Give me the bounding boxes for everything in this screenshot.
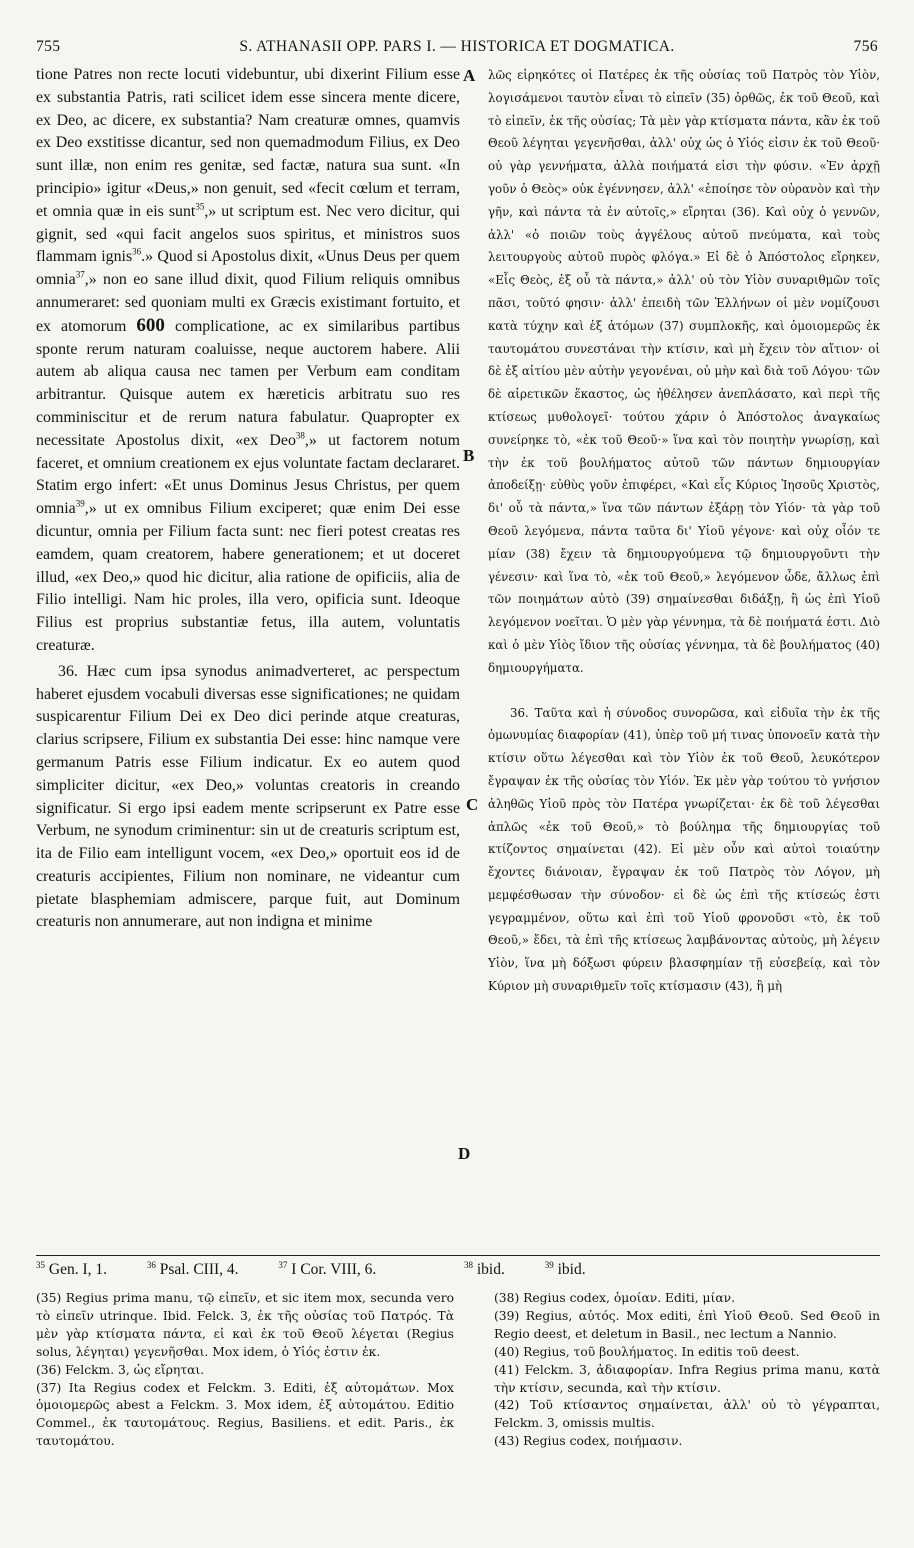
margin-marker-b: B — [463, 446, 475, 465]
margin-marker-c: C — [466, 795, 479, 814]
latin-paragraph-36: 36. Hæc cum ipsa synodus animadverteret, ac perspectum haberet ejusdem vocabuli diversas esse significationes; ne quidam suspicarentur Filium Dei ex Deo dici perinde atque creaturas, clarius scripsere, Filium ex substantia Dei esse: hinc namque vere germanum Patris esse Filium indicatur. Ex eo autem quod simpliciter dicitur, «ex Deo,» voluntas creatoris in creando significatur. Si ergo ipsi eadem mente scripserunt ex Patre esse Verbum, ne synodum criminentur: sin ut de creaturis scriptum est, ita de Filio eam intelligunt vocem, «ex Deo,» oportuit eos id de creaturis accipientes, Filium non nominare, ne videantur cum pietate blasphemiam admiscere, parque fuit, aut Dominum creaturis non annumerare, aut non indigna et minime — [36, 662, 460, 931]
note-40: (40) Regius, τοῦ βουλήματος. In editis τοῦ deest. — [494, 1344, 800, 1359]
margin-marker-d: D — [458, 1144, 471, 1163]
bib-ref-39: $^{39}$ ibid. — [544, 1259, 586, 1278]
note-42: (42) Τοῦ κτίσαντος σημαίνεται, ἀλλ' οὐ τὸ γέγραπται, Felckm. 3, omissis multis. — [494, 1398, 880, 1431]
note-37: (37) Ita Regius codex et Felckm. 3. Editi, ἐξ αὐτομάτων. Mox ὁμοιομερῶς abest a Felckm. 3. Mox idem, ἐξ αὐτομάτου. Editio Commel., ἐκ ταυτομάτους. Regius, Basiliens. et edit. Paris., ἐκ ταυτομάτου. — [36, 1380, 454, 1449]
bible-ref-38: 38 — [295, 430, 305, 441]
running-title: S. ATHANASII OPP. PARS I. — HISTORICA ET DOGMATICA. — [239, 38, 675, 55]
notes-right-column — [494, 1290, 880, 1451]
bib-refs-right — [464, 1261, 622, 1279]
bible-ref-39: 39 — [75, 498, 85, 509]
margin-marker-a: A — [463, 66, 476, 85]
bible-ref-35: 35 — [195, 201, 205, 212]
bible-ref-37: 37 — [75, 269, 85, 280]
notes-left-column — [36, 1290, 454, 1451]
page-number-left: 755 — [36, 38, 61, 55]
note-43: (43) Regius codex, ποιήμασιν. — [494, 1434, 683, 1449]
bible-ref-36: 36 — [132, 247, 142, 258]
bib-ref-36: $^{36}$ Psal. CIII, 4. — [146, 1259, 239, 1278]
note-36: (36) Felckm. 3, ὡς εἴρηται. — [36, 1362, 205, 1377]
greek-column — [488, 64, 880, 998]
note-41: (41) Felckm. 3, ἀδιαφορίαν. Infra Regius prima manu, κατὰ τὴν κτίσιν, secunda, καὶ τὴν κτίσιν. — [494, 1362, 880, 1395]
page-number-right: 756 — [853, 38, 878, 55]
page-mark-600: 600 — [136, 314, 165, 336]
bible-references — [36, 1261, 880, 1279]
note-35: (35) Regius prima manu, τῷ εἰπεῖν, et sic item mox, secunda vero τὸ εἰπεῖν utrinque. Ibid. Felck. 3, ἐκ τῆς οὐσίας τοῦ Πατρός. Τὰ μὲν γὰρ κτίσματα πάντα, εἰ καὶ ἐκ τοῦ Θεοῦ λέγεται (Regius solus, λέγηται) γεγενῆσθαι. Mox idem, ὁ Υἱός ἐστιν ἐκ. — [36, 1291, 454, 1359]
greek-paragraph-1: λῶς εἰρηκότες οἱ Πατέρες ἐκ τῆς οὐσίας τοῦ Πατρὸς τὸν Υἱὸν, λογισάμενοι ταυτὸν εἶναι τὸ εἰπεῖν (35) ὀρθῶς, ἐκ τοῦ Θεοῦ, καὶ τὸ εἰπεῖν, ἐκ τῆς οὐσίας; Τὰ μὲν γὰρ κτίσματα πάντα, κἂν ἐκ τοῦ Θεοῦ λέγηται γεγενῆσθαι, ἀλλ' οὐχ ὡς ὁ Υἱός εἰσιν ἐκ τοῦ Θεοῦ· οὐ γὰρ γεννήματα, ἀλλὰ ποιήματά εἰσι τὴν φύσιν. «Ἐν ἀρχῇ γοῦν ὁ Θεὸς» οὐκ ἐγέννησεν, ἀλλ' «ἐποίησε τὸν οὐρανὸν καὶ τὴν γῆν, καὶ πάντα τὰ ἐν αὐτοῖς,» εἴρηται (36). Καὶ οὐχ ὁ γεννῶν, ἀλλ' «ὁ ποιῶν τοὺς ἀγγέλους αὐτοῦ πνεύματα, καὶ τοὺς λειτουργοὺς αὐτοῦ πυρὸς φλόγα.» Εἰ δὲ ὁ Ἀπόστολος εἴρηκεν, «Εἷς Θεὸς, ἐξ οὗ τὰ πάντα,» ἀλλ' οὐ τὸν Υἱὸν συναριθμῶν τοῖς πᾶσι, τοῦτό φησιν· ἀλλ' ἐπειδὴ τῶν Ἑλλήνων οἱ μὲν νομίζουσι κατὰ τύχην καὶ ἐξ ἀτόμων (37) συμπλοκῆς, καὶ ὁμοιομερῶς ἐκ ταυτομάτου συνεστάναι τὴν κτίσιν, καὶ μὴ ἔχειν τὸν αἴτιον· οἱ δὲ ἐξ αἰτίου μὲν αὐτὴν γεγονέναι, οὐ μὴν καὶ διὰ τοῦ Λόγου· τῶν δὲ αἱρετικῶν ἕκαστος, ὡς ἠθέλησεν ἀνεπλάσατο, καὶ περὶ τῆς κτίσεως μυθολογεῖ· τούτου χάριν ὁ Ἀπόστολος ἀναγκαίως συνείρηκε τὸ, «ἐκ τοῦ Θεοῦ·» ἵνα καὶ τὸν ποιητὴν γνωρίσῃ, καὶ τὴν ἐκ τοῦ βουλήματος αὐτοῦ τῶν πάντων δημιουργίαν ἀποδείξῃ· εὐθὺς γοῦν ἐπιφέρει, «Καὶ εἷς Κύριος Ἰησοῦς Χριστὸς, δι' οὗ τὰ πάντα,» ἵνα τῶν πάντων ἐξάρῃ τὸν Υἱόν· τὰ γὰρ τοῦ Θεοῦ λεγόμενα, πάντα ταῦτα δι' Υἱοῦ γέγονε· καὶ οὐχ οἷόν τε μίαν (38) ἔχειν τὰ δημιουργούμενα τῷ δημιουργοῦντι τὴν γένεσιν· καὶ ἵνα τὸ, «ἐκ τοῦ Θεοῦ,» λεγόμενον ὧδε, ἄλλως ἐπὶ τῶν ποιημάτων αὐτὸ (39) σημαίνεσθαι διδάξῃ, ἢ ὡς ἐπὶ Υἱοῦ λεγόμενον νοεῖται. Ὁ μὲν γὰρ γέννημα, τὰ δὲ ποιήματά ἐστι. Διὸ καὶ ὁ μὲν Υἱὸς ἴδιον τῆς οὐσίας γέννημα, τὰ δὲ βουλήματος (40) δημιουργήματα. — [488, 68, 880, 675]
latin-paragraph-1: tione Patres non recte locuti videbuntur, ubi dixerint Filium esse ex substantia Patris, rati scilicet idem esse sincera mente dicere, ex Deo, ac dicere, ex substantia? Nam creaturæ omnes, quamvis ex Deo exstitisse dicantur, sed non quemadmodum Filius, ex Deo sunt illæ, non enim res genitæ, sed factæ, natura sua sunt. «In principio» igitur «Deus,» non genuit, sed «fecit cœlum et terram, et omnia quæ in eis sunt$^{35}$,» ut scriptum est. Nec vero dicitur, qui gignit, sed «qui facit angelos suos spiritus, et ministros suos flammam ignis$^{36}$.» Quod si Apostolus dixit, «Unus Deus per quem omnia$^{37}$,» non eo sane illud dixit, quod Filium reliquis omnibus annumeraret: sed quoniam multi ex Græcis existimant fortuito, et ex atomorum 600 complicatione, ac ex similaribus partibus sponte rerum naturam coaluisse, neque auctorem habere. Alii autem ab aliqua causa nec tamen per Verbum eam conditam arbitrantur. Quisque autem ex hæreticis arbitratu suo res comminiscitur et de rerum natura fabulatur. Quapropter ex necessitate Apostolus dixit, «ex Deo$^{38}$,» ut factorem notum faceret, et omnium creationem ex ejus voluntate factam declararet. Statim ergo infert: «Et unus Dominus Jesus Christus, per quem omnia$^{39}$,» ut ex omnibus Filium exciperet; quæ enim Dei esse dicuntur, omnia per Filium facta sunt: nec fieri potest creatas res eamdem, quam creatorem, habere generationem; et ut doceret illud, «ex Deo,» quod hic dicitur, alia ratione de opificiis, alia de Filio intelligi. Nam hic proles, illa vero, opificia sunt. Ideoque Filius est proprius substantiæ fetus, illa autem, voluntatis creaturæ. — [36, 66, 460, 654]
greek-paragraph-36: 36. Ταῦτα καὶ ἡ σύνοδος συνορῶσα, καὶ εἰδυῖα τὴν ἐκ τῆς ὁμωνυμίας διαφορίαν (41), ὑπὲρ τοῦ μή τινας ὑπονοεῖν κατὰ τὴν κτίσιν οὕτω λέγεσθαι καὶ τὸν Υἱὸν ἐκ τοῦ Θεοῦ, λευκότερον ἔγραψαν ἐκ τῆς οὐσίας τὸν Υἱόν. Ἐκ μὲν γὰρ τούτου τὸ γνήσιον ἀληθῶς Υἱοῦ πρὸς τὸν Πατέρα γνωρίζεται· ἐκ δὲ τοῦ λέγεσθαι ἁπλῶς «ἐκ τοῦ Θεοῦ,» τὸ βούλημα τῆς δημιουργίας τοῦ κτίζοντος σημαίνεται (42). Εἰ μὲν οὖν καὶ αὐτοὶ τοιαύτην ἔχοντες διάνοιαν, ἔγραψαν ἐκ τοῦ Πατρὸς τὸν Λόγον, μὴ μεμφέσθωσαν τὴν σύνοδον· εἰ δὲ ὡς ἐπὶ τῆς κτίσεώς ἐστι γεγραμμένον, οὕτω καὶ ἐπὶ τοῦ Υἱοῦ φρονοῦσι «τὸ, ἐκ τοῦ Θεοῦ,» ἔδει, τὰ ἐπὶ τῆς κτίσεως λαμβάνοντας αὐτοὺς, μὴ λέγειν Υἱὸν, ἵνα μὴ δόξωσι φύρειν βλασφημίαν τῇ εὐσεβείᾳ, καὶ τὸν Κύριον μὴ συναριθμεῖν τοῖς κτίσμασιν (43), ἢ μὴ — [488, 705, 880, 994]
footnote-rule — [36, 1255, 880, 1256]
bib-ref-37: $^{37}$ I Cor. VIII, 6. — [278, 1259, 377, 1278]
note-38: (38) Regius codex, ὁμοίαν. Editi, μίαν. — [494, 1291, 736, 1305]
bib-ref-35: $^{35}$ Gen. I, 1. — [36, 1259, 107, 1278]
bib-ref-38: $^{38}$ ibid. — [464, 1259, 505, 1278]
latin-column — [36, 64, 460, 934]
note-39: (39) Regius, αὐτός. Mox editi, ἐπὶ Υἱοῦ Θεοῦ. Sed Θεοῦ in Regio deest, et deletum in Basil., nec lectum a Nannio. — [494, 1308, 880, 1341]
running-header — [36, 38, 878, 62]
